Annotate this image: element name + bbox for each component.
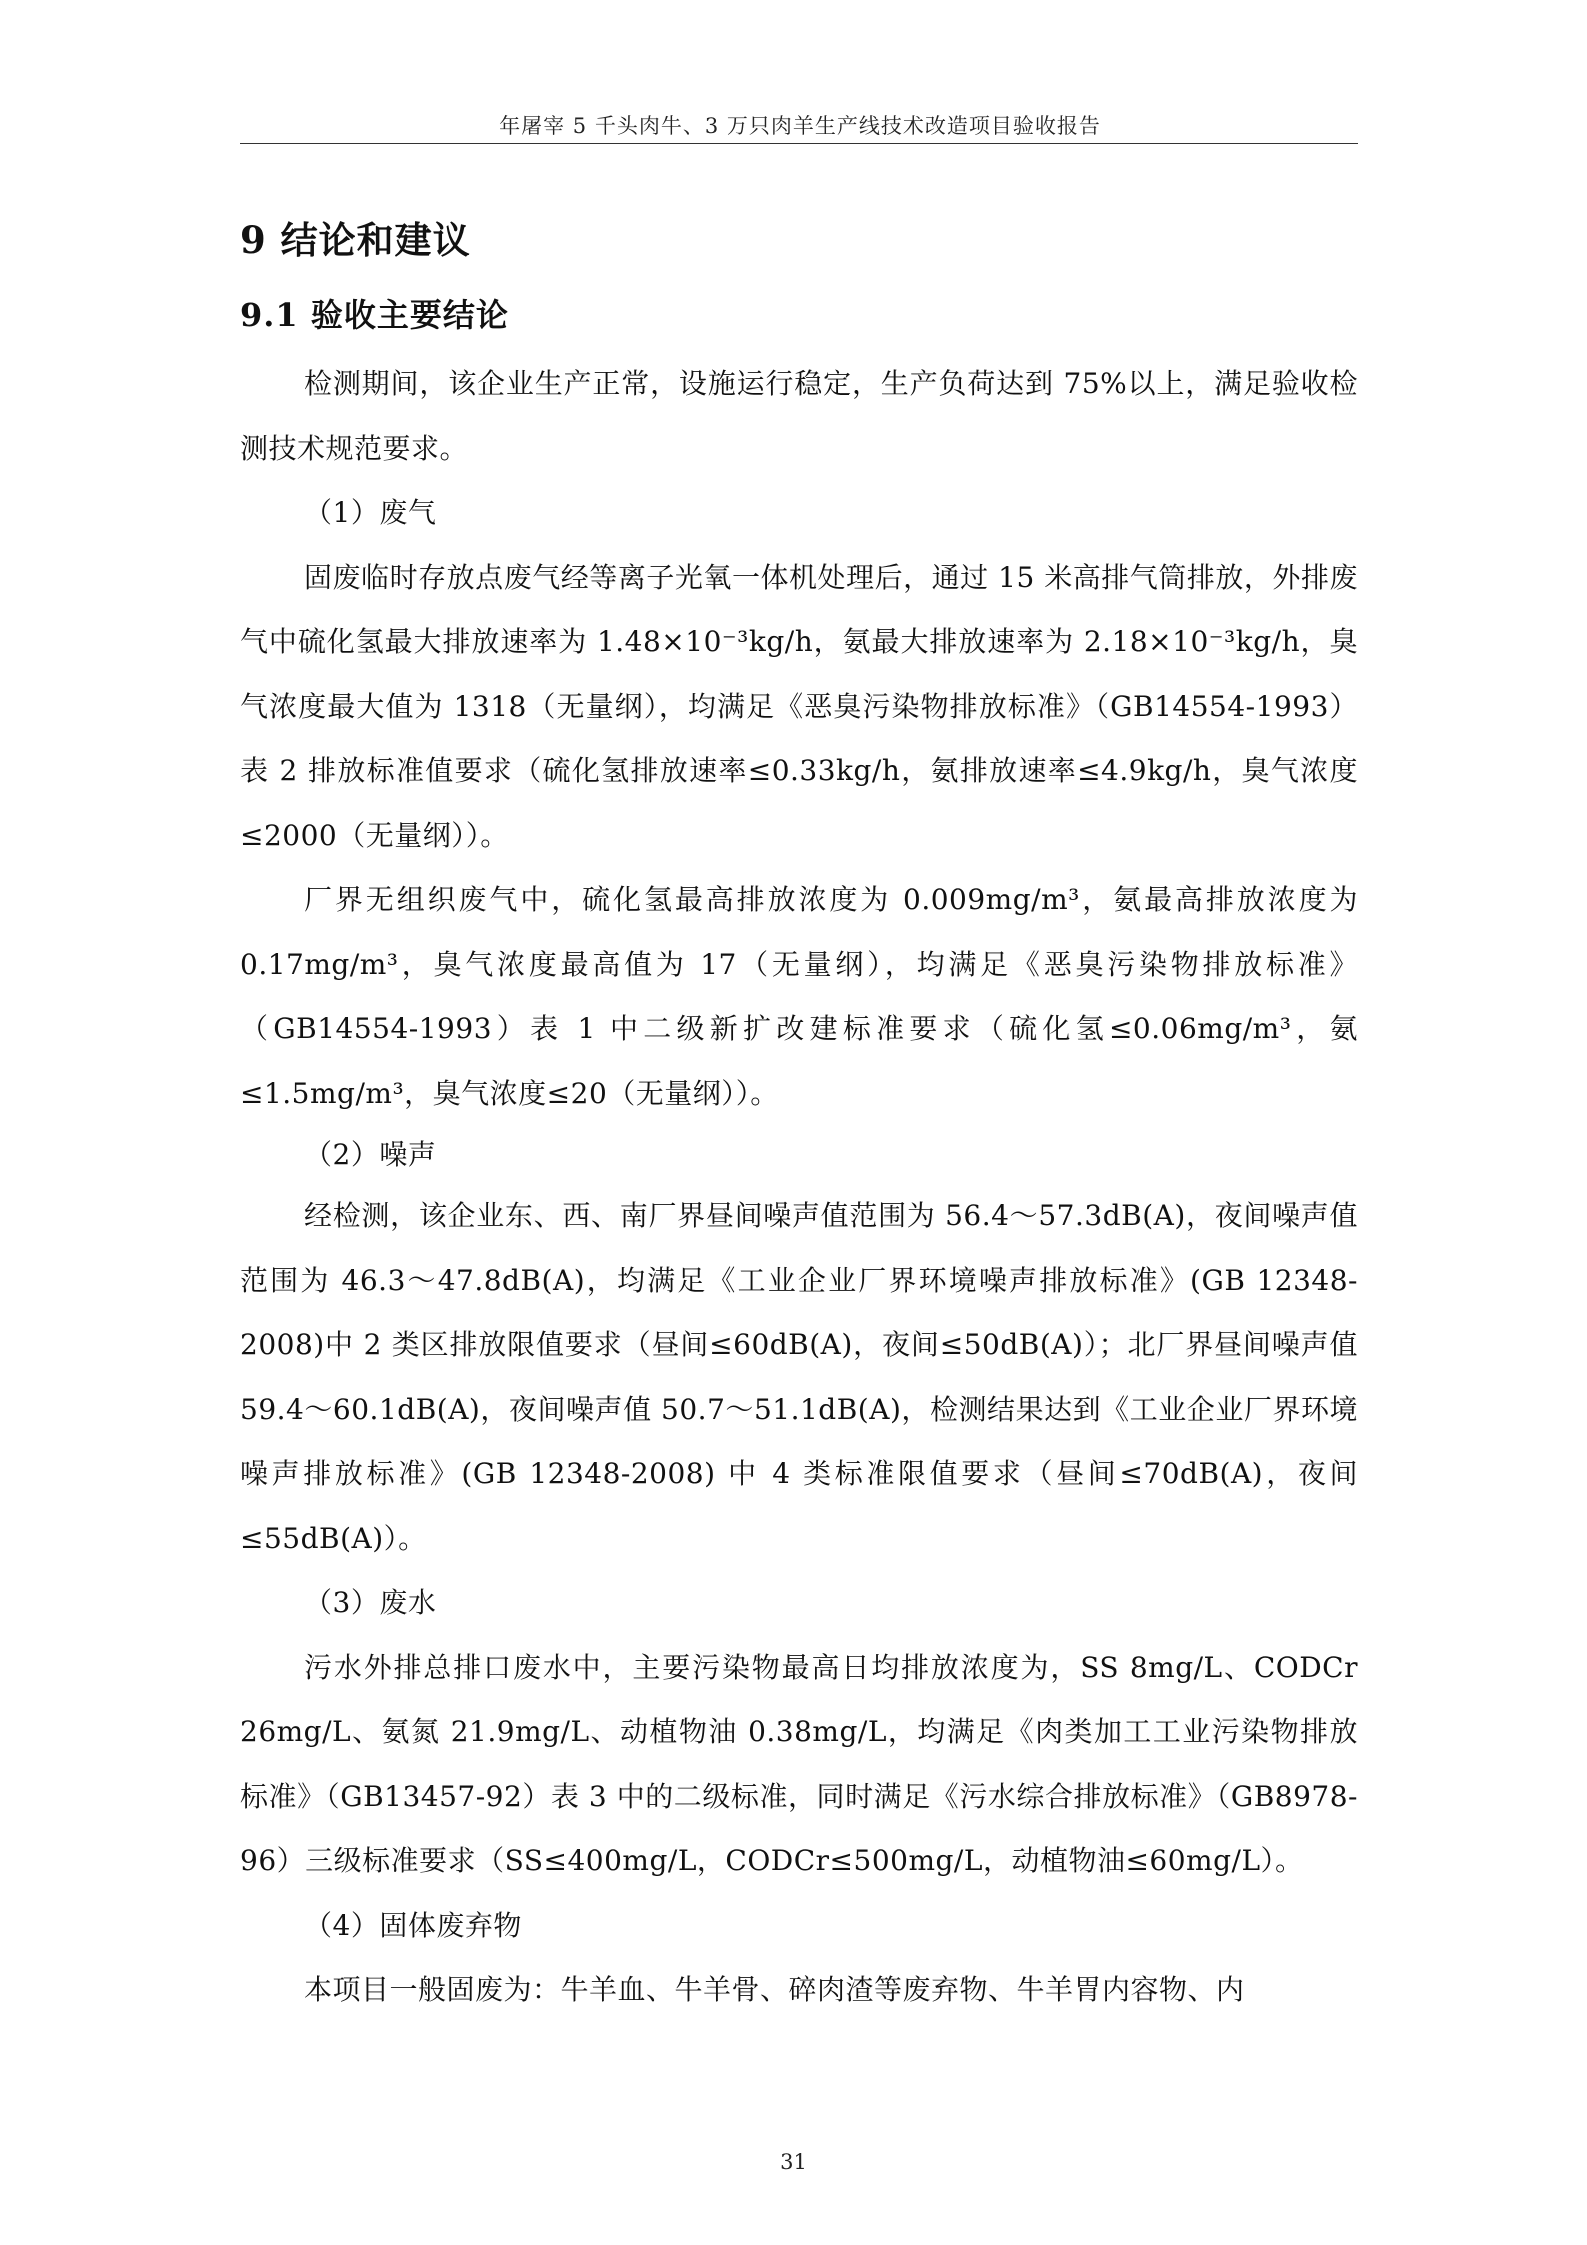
intro-paragraph: 检测期间，该企业生产正常，设施运行稳定，生产负荷达到 75%以上，满足验收检测技术规范要求。 bbox=[240, 367, 1358, 465]
solid-waste-label: （4）固体废弃物 bbox=[304, 1908, 522, 1942]
waste-gas-paragraph-1: 固废临时存放点废气经等离子光氧一体机处理后，通过 15 米高排气筒排放，外排废气中硫化氢最大排放速率为 1.48×10⁻³kg/h，氨最大排放速率为 2.18×10⁻³kg/h，臭气浓度最大值为 1318（无量纲），均满足《恶臭污染物排放标准》（GB14554-1993）表 2 排放标准值要求（硫化氢排放速率≤0.33kg/h，氨排放速率≤4.9kg/h，臭气浓度≤2000（无量纲））。 bbox=[240, 560, 1358, 852]
header-divider bbox=[240, 143, 1358, 144]
section-heading: 9 结论和建议 bbox=[240, 218, 471, 262]
page-number: 31 bbox=[780, 2150, 807, 2174]
noise-paragraph: 经检测，该企业东、西、南厂界昼间噪声值范围为 56.4～57.3dB(A)，夜间噪声值范围为 46.3～47.8dB(A)，均满足《工业企业厂界环境噪声排放标准》(GB 12348-2008)中 2 类区排放限值要求（昼间≤60dB(A)，夜间≤50dB(A)）；北厂界昼间噪声值 59.4～60.1dB(A)，夜间噪声值 50.7～51.1dB(A)，检测结果达到《工业企业厂界环境噪声排放标准》(GB 12348-2008) 中 4 类标准限值要求（昼间≤70dB(A)，夜间≤55dB(A)）。 bbox=[240, 1199, 1358, 1555]
noise-label: （2）噪声 bbox=[304, 1138, 437, 1171]
subsection-heading: 9.1 验收主要结论 bbox=[240, 296, 509, 334]
waste-gas-label: （1）废气 bbox=[304, 496, 437, 529]
page-body bbox=[240, 200, 1358, 2023]
wastewater-paragraph: 污水外排总排口废水中，主要污染物最高日均排放浓度为，SS 8mg/L、CODCr 26mg/L、氨氮 21.9mg/L、动植物油 0.38mg/L，均满足《肉类加工工业污染物排放标准》（GB13457-92）表 3 中的二级标准，同时满足《污水综合排放标准》（GB8978-96）三级标准要求（SS≤400mg/L，CODCr≤500mg/L，动植物油≤60mg/L）。 bbox=[240, 1650, 1358, 1877]
wastewater-label: （3）废水 bbox=[304, 1586, 437, 1619]
waste-gas-paragraph-2: 厂界无组织废气中，硫化氢最高排放浓度为 0.009mg/m³，氨最高排放浓度为 0.17mg/m³，臭气浓度最高值为 17（无量纲），均满足《恶臭污染物排放标准》（GB14554-1993）表 1 中二级新扩改建标准要求（硫化氢≤0.06mg/m³，氨≤1.5mg/m³，臭气浓度≤20（无量纲））。 bbox=[240, 883, 1358, 1110]
running-header: 年屠宰 5 千头肉牛、3 万只肉羊生产线技术改造项目验收报告 bbox=[499, 114, 1101, 138]
solid-waste-paragraph: 本项目一般固废为：牛羊血、牛羊骨、碎肉渣等废弃物、牛羊胃内容物、内 bbox=[304, 1973, 1245, 2006]
